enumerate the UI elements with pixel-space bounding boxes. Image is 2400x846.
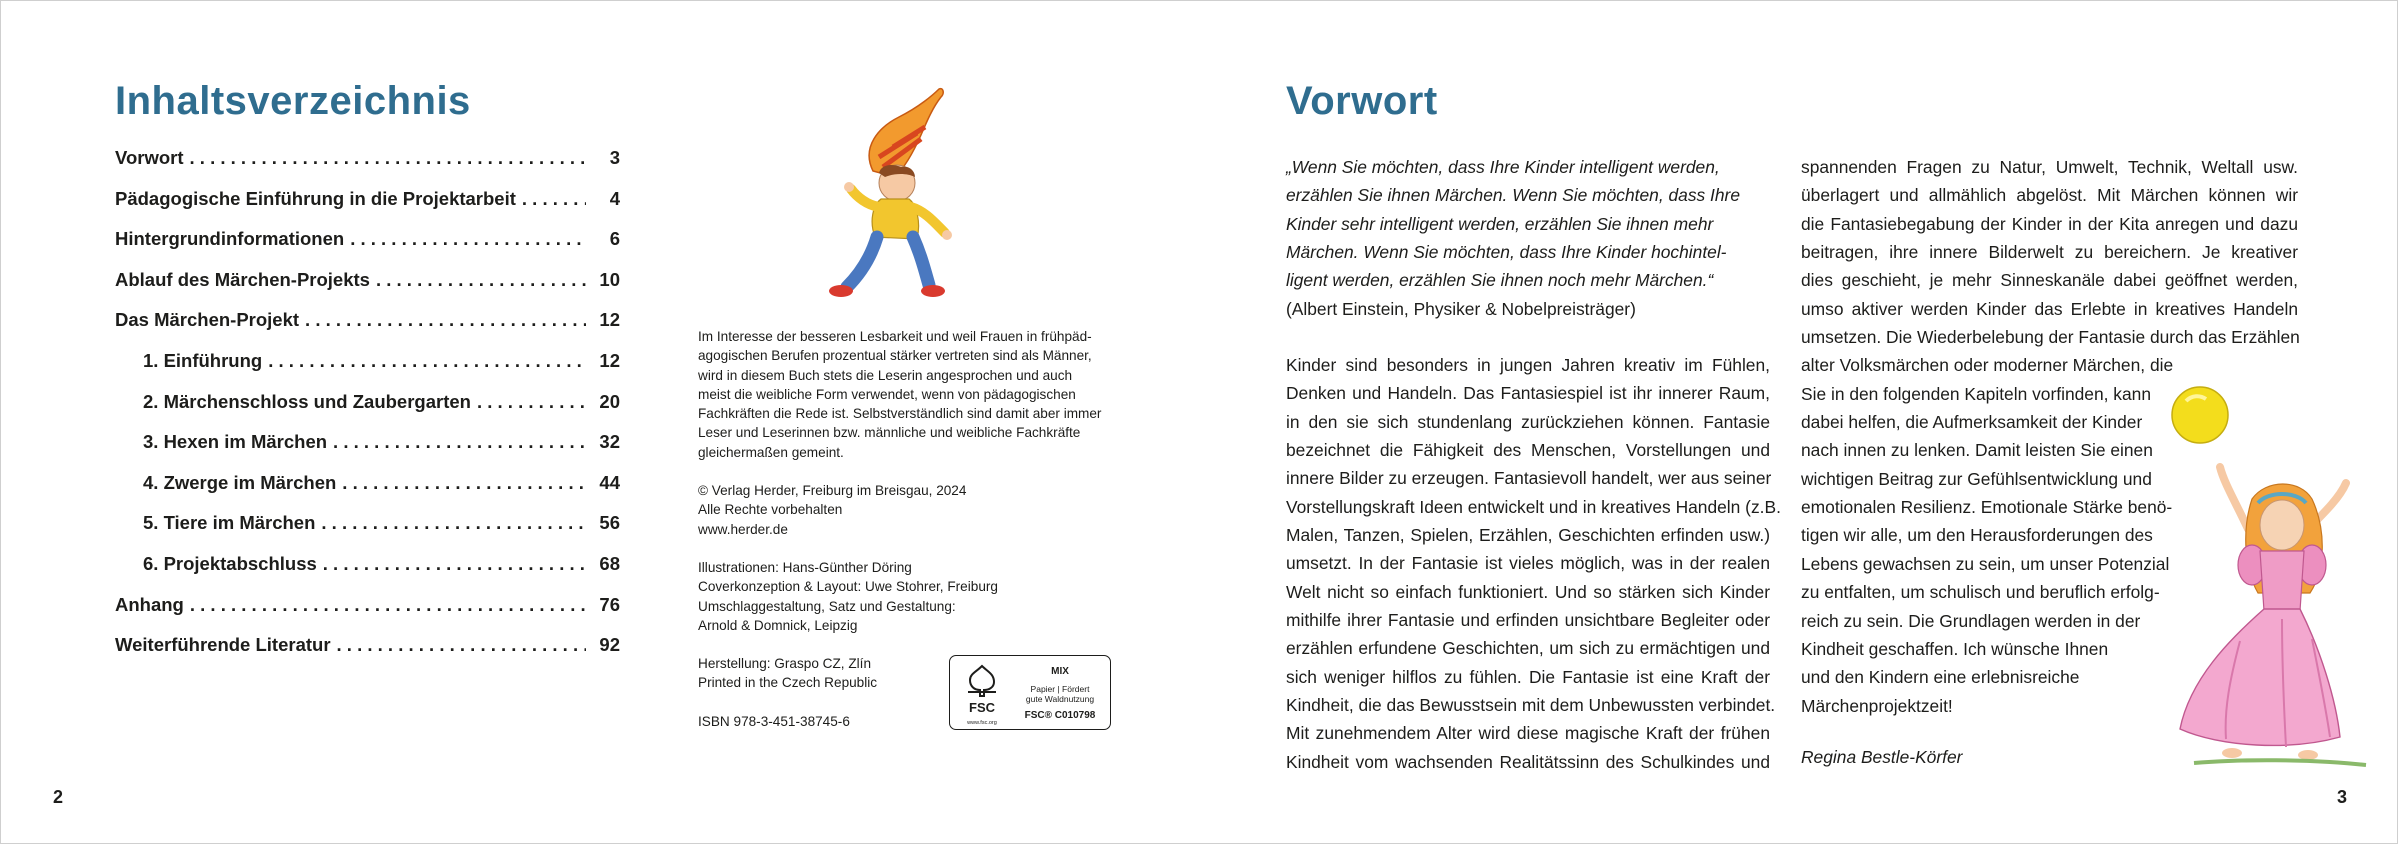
toc-entry-page: 20 (599, 390, 620, 412)
toc-entry-page: 6 (609, 228, 620, 250)
text-line: umso aktiver werden Kinder das Erlebte in kreatives Handeln (1801, 298, 2298, 319)
toc-dot-leader (350, 228, 586, 250)
toc-entry-title: Anhang (115, 593, 184, 615)
text-line: spannenden Fragen zu Natur, Umwelt, Technik, Weltall usw. (1801, 157, 2298, 177)
text-line: innere Bilder zu erzeugen. Fantasievoll handelt, wer aus seiner (1286, 468, 1772, 489)
toc-entry[interactable] (115, 472, 620, 513)
toc-entry-title: 5. Tiere im Märchen (143, 512, 316, 534)
toc-entry[interactable] (115, 634, 620, 675)
toc-entry-page: 4 (609, 187, 620, 209)
imprint-production: Herstellung: Graspo CZ, Zlín Printed in the Czech Republic (698, 656, 878, 691)
toc-entry-page: 92 (599, 634, 620, 656)
text-line: Märchenprojektzeit! (1801, 695, 1953, 716)
text-line: Mit zunehmendem Alter wird diese magische Kraft der frühen (1286, 723, 1770, 744)
fsc-text: Papier | Fördert gute Waldnutzung (1025, 684, 1095, 704)
text-line: wichtigen Beitrag zur Gefühlsentwicklung und (1801, 468, 2152, 489)
text-line: Kindheit, die das Bewusstsein mit dem Unbewussten verbindet. (1286, 695, 1776, 716)
imprint-copyright: © Verlag Herder, Freiburg im Breisgau, 2024 Alle Rechte vorbehalten www.herder.de (698, 483, 967, 537)
text-line: überlagert und allmählich abgelöst. Mit Märchen können wir (1801, 185, 2298, 206)
toc-dot-leader (337, 634, 586, 656)
text-line: Kinder sind besonders in jungen Jahren kreativ im Fühlen, (1286, 355, 1770, 375)
toc-entry-title: 6. Projektabschluss (143, 552, 317, 574)
text-line: Malen, Tanzen, Spielen, Erzählen, Geschichten erfinden usw.) (1286, 525, 1770, 546)
toc-dot-leader (522, 188, 586, 210)
child-with-cap-illustration (821, 87, 1021, 307)
toc-entry-page: 10 (599, 268, 620, 290)
page-number-right: 3 (2337, 787, 2348, 807)
imprint-notice: Im Interesse der besseren Lesbarkeit und weil Frauen in frühpäd- agogischen Berufen prozentual stärker vertreten sind als Männer, wird in diesem Buch stets die Leserin angesprochen und auch meist die weibliche Form verwendet, wenn von pädagogischen Fachkräften die Rede ist. Selbstverständlich sind damit aber immer Leser und Leserinnen bzw. männliche und weibliche Fachkräfte gleichermaßen gemeint. (698, 329, 1102, 460)
table-of-contents (115, 147, 620, 675)
toc-entry-title: 3. Hexen im Märchen (143, 431, 328, 453)
toc-entry[interactable] (115, 309, 620, 350)
toc-entry[interactable] (115, 431, 620, 472)
text-line: in den sie sich stundenlang zurückziehen können. Fantasie (1286, 411, 1770, 432)
fsc-label (949, 655, 1111, 730)
toc-dot-leader (376, 269, 586, 291)
text-line: Vorstellungskraft Ideen entwickelt und in kreatives Handeln (z.B. (1286, 496, 1781, 517)
toc-entry-page: 68 (599, 552, 620, 574)
text-line: alter Volksmärchen oder moderner Märchen, die (1801, 355, 2174, 376)
text-line: und den Kindern eine erlebnisreiche (1801, 667, 2080, 688)
author-signature: Regina Bestle-Körfer (1801, 747, 1963, 767)
imprint-isbn: ISBN 978-3-451-38745-6 (698, 713, 850, 729)
toc-entry-page: 76 (599, 593, 620, 615)
foreword-quote: „Wenn Sie möchten, dass Ihre Kinder intelligent werden, erzählen Sie ihnen Märchen. Wenn Sie möchten, dass Ihre Kinder sehr intelligent werden, erzählen Sie ihnen mehr Märchen. Wenn Sie möchten, dass Ihre Kinder hochintel- ligent werden, erzählen Sie ihnen noch mehr Märchen.“ (1286, 157, 1741, 291)
text-line: die Fantasiebegabung der Kinder in der Kita anregen und dazu (1801, 213, 2298, 234)
column-2-wide-text (1801, 153, 2298, 351)
toc-dot-leader (305, 309, 586, 331)
princess-with-ball-illustration (2140, 379, 2386, 779)
text-line: dabei helfen, die Aufmerksamkeit der Kinder (1801, 412, 2143, 433)
toc-dot-leader (190, 594, 586, 616)
toc-dot-leader (323, 553, 586, 575)
text-line: beitragen, ihre innere Bilderwelt zu bereichern. Je kreativer (1801, 242, 2298, 263)
toc-entry[interactable] (115, 512, 620, 553)
text-line: mithilfe ihrer Fantasie und erfinden unsichtbare Begleiter oder (1286, 610, 1770, 631)
toc-entry[interactable] (115, 553, 620, 594)
toc-entry-page: 44 (599, 471, 620, 493)
fsc-code: FSC® C010798 (1024, 710, 1096, 721)
fsc-mix: MIX (1051, 666, 1069, 677)
toc-entry-title: Pädagogische Einführung in die Projektarbeit (115, 187, 516, 209)
toc-entry[interactable] (115, 391, 620, 432)
toc-entry[interactable] (115, 269, 620, 310)
foreword-heading: Vorwort (1286, 79, 1438, 123)
toc-dot-leader (268, 350, 586, 372)
fsc-tree-logo-icon (958, 662, 1006, 722)
text-line: sich weniger hilflos zu fühlen. Die Fantasie ist eine Kraft der (1286, 666, 1770, 687)
fsc-url: www.fsc.org (967, 720, 997, 726)
text-line: Kindheit vom wachsenden Realitätssinn des Schulkindes und (1286, 751, 1770, 772)
toc-entry-title: 1. Einführung (143, 349, 263, 371)
text-line: Sie in den folgenden Kapiteln vorfinden, kann (1801, 383, 2152, 404)
right-page (1200, 1, 2399, 845)
text-line: emotionalen Resilienz. Emotionale Stärke benö- (1801, 497, 2173, 518)
fsc-logo-text: FSC (969, 700, 995, 715)
page-number-left: 2 (53, 787, 64, 807)
toc-dot-leader (190, 147, 586, 169)
toc-entry-title: Hintergrundinformationen (115, 228, 345, 250)
text-line: tigen wir alle, um den Herausforderungen des (1801, 525, 2153, 546)
toc-entry[interactable] (115, 594, 620, 635)
toc-entry-title: Vorwort (115, 147, 184, 168)
text-line: zu entfalten, um schulisch und beruflich erfolg- (1801, 582, 2160, 603)
toc-entry-title: 4. Zwerge im Märchen (143, 471, 337, 493)
text-line: umsetzen. Die Wiederbelebung der Fantasie durch das Erzählen (1801, 327, 2300, 348)
imprint-credits: Illustrationen: Hans-Günther Döring Coverkonzeption & Layout: Uwe Stohrer, Freiburg Umschlaggestaltung, Satz und Gestaltung: Arnold & Domnick, Leipzig (698, 559, 998, 633)
toc-entry-title: Das Märchen-Projekt (115, 309, 300, 331)
left-page (1, 1, 1200, 845)
text-line: reich zu sein. Die Grundlagen werden in der (1801, 610, 2141, 631)
text-line: Welt nicht so einfach funktioniert. Und so stärken sich Kinder (1286, 581, 1770, 602)
text-line: Kindheit geschaffen. Ich wünsche Ihnen (1801, 638, 2109, 659)
toc-dot-leader (342, 472, 586, 494)
foreword-body-column-1 (1286, 351, 1781, 776)
toc-entry-page: 3 (609, 147, 620, 168)
toc-entry-title: Ablauf des Märchen-Projekts (115, 268, 370, 290)
text-line: dies geschieht, je mehr Sinneskanäle dabei geöffnet werden, (1801, 270, 2298, 291)
toc-entry[interactable] (115, 147, 620, 188)
toc-dot-leader (321, 512, 586, 534)
toc-entry-title: Weiterführende Literatur (115, 634, 331, 656)
toc-entry[interactable] (115, 350, 620, 391)
quote-author: (Albert Einstein, Physiker & Nobelpreisträger) (1286, 299, 1636, 319)
toc-entry[interactable] (115, 188, 620, 229)
toc-dot-leader (477, 391, 586, 413)
text-line: umsetzt. In der Fantasie ist vieles möglich, was in der realen (1286, 553, 1770, 574)
toc-entry-page: 32 (599, 431, 620, 453)
toc-heading: Inhaltsverzeichnis (115, 79, 471, 123)
toc-entry-page: 56 (599, 512, 620, 534)
toc-entry-page: 12 (599, 349, 620, 371)
toc-entry[interactable] (115, 228, 620, 269)
text-line: Lebens gewachsen zu sein, um unser Potenzial (1801, 553, 2170, 574)
text-line: nach innen zu lenken. Damit leisten Sie einen (1801, 440, 2153, 461)
text-line: Denken und Handeln. Das Fantasiespiel ist ihr innerer Raum, (1286, 383, 1770, 404)
text-line: bezeichnet die Fähigkeit des Menschen, Vorstellungen und (1286, 440, 1770, 461)
text-line: erzählen erfundene Geschichten, um sich zu ermächtigen und (1286, 638, 1770, 659)
toc-entry-page: 12 (599, 309, 620, 331)
toc-dot-leader (333, 431, 586, 453)
column-2-narrow-text (1801, 351, 2189, 719)
toc-entry-title: 2. Märchenschloss und Zaubergarten (143, 390, 471, 412)
